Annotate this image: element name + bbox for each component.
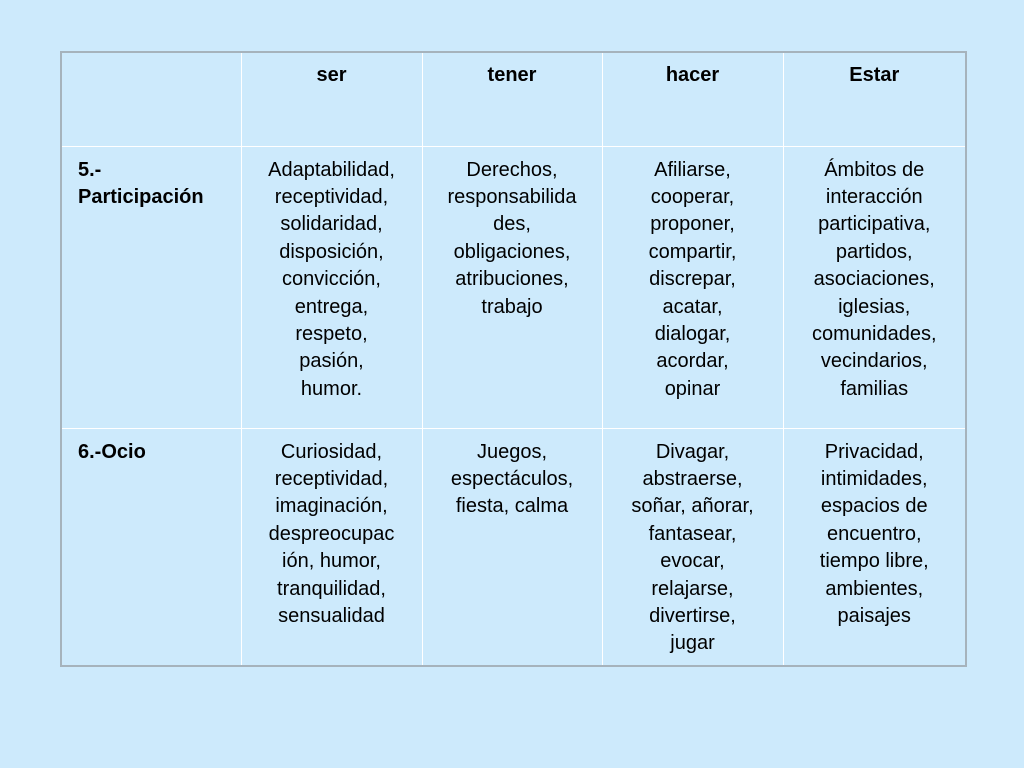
needs-satisfiers-table [60,51,967,667]
header-tener: tener [422,52,602,146]
header-corner-cell [61,52,241,146]
cell-participacion-tener: Derechos, responsabilida des, obligaciones, atribuciones, trabajo [422,146,602,428]
cell-ocio-ser: Curiosidad, receptividad, imaginación, despreocupac ión, humor, tranquilidad, sensualidad [241,428,422,666]
header-hacer: hacer [602,52,783,146]
row-label-ocio: 6.-Ocio [61,428,241,666]
table-row [61,146,966,428]
table-row [61,428,966,666]
cell-ocio-estar: Privacidad, intimidades, espacios de encuentro, tiempo libre, ambientes, paisajes [783,428,966,666]
table-header-row [61,52,966,146]
row-label-participacion: 5.- Participación [61,146,241,428]
header-estar: Estar [783,52,966,146]
cell-ocio-tener: Juegos, espectáculos, fiesta, calma [422,428,602,666]
cell-ocio-hacer: Divagar, abstraerse, soñar, añorar, fantasear, evocar, relajarse, divertirse, jugar [602,428,783,666]
cell-participacion-estar: Ámbitos de interacción participativa, partidos, asociaciones, iglesias, comunidades, vecindarios, familias [783,146,966,428]
header-ser: ser [241,52,422,146]
cell-participacion-ser: Adaptabilidad, receptividad, solidaridad, disposición, convicción, entrega, respeto, pasión, humor. [241,146,422,428]
cell-participacion-hacer: Afiliarse, cooperar, proponer, compartir, discrepar, acatar, dialogar, acordar, opinar [602,146,783,428]
